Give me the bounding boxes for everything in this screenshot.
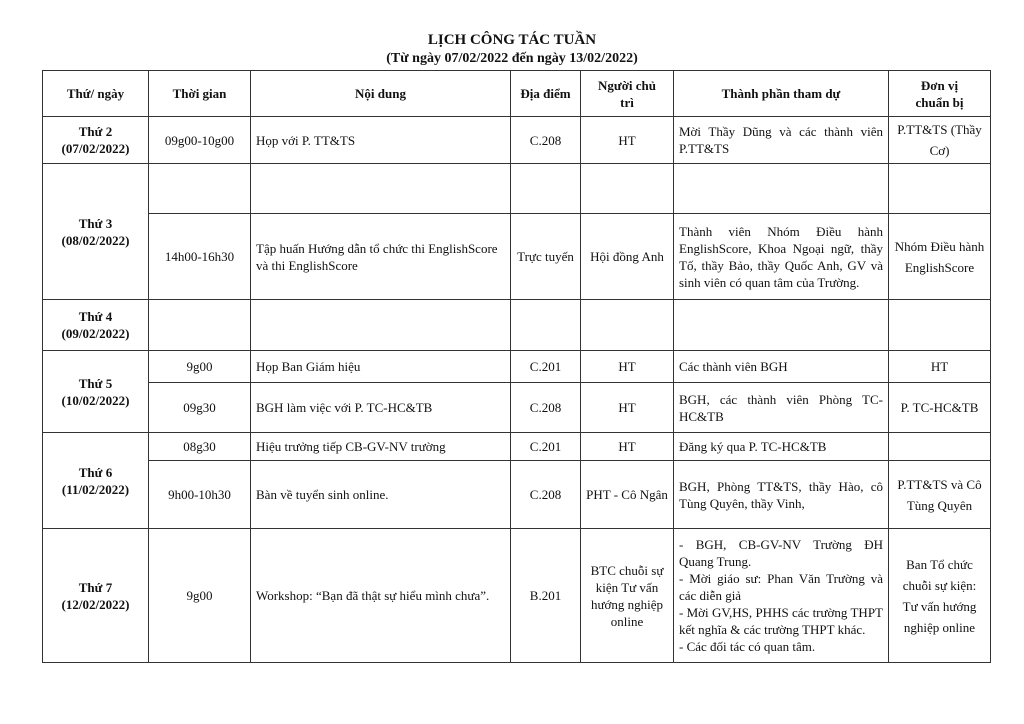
host-cell: BTC chuỗi sự kiện Tư vấn hướng nghiệp online: [581, 529, 674, 663]
host-cell: HT: [581, 117, 674, 164]
schedule-table: [42, 70, 991, 663]
table-row: [43, 383, 991, 433]
time-cell: 9h00-10h30: [149, 461, 251, 529]
day-cell: [43, 351, 149, 433]
day-name: Thứ 3: [78, 215, 113, 231]
host-cell: HT: [581, 383, 674, 433]
content-cell: [251, 164, 511, 214]
prep-cell: Nhóm Điều hành EnglishScore: [889, 214, 991, 300]
table-row: [43, 300, 991, 351]
host-cell: Hội đồng Anh: [581, 214, 674, 300]
table-row: [43, 529, 991, 663]
content-cell: [251, 300, 511, 351]
day-cell: [43, 529, 149, 663]
participant-line: - BGH, CB-GV-NV Trường ĐH Quang Trung.: [679, 537, 883, 569]
prep-cell: [889, 164, 991, 214]
location-cell: C.201: [511, 433, 581, 461]
table-row: [43, 117, 991, 164]
prep-cell: [889, 300, 991, 351]
prep-cell: HT: [889, 351, 991, 383]
day-date: (12/02/2022): [61, 596, 130, 612]
location-cell: C.208: [511, 117, 581, 164]
host-cell: HT: [581, 433, 674, 461]
time-cell: 09g00-10g00: [149, 117, 251, 164]
participants-cell: [674, 529, 889, 663]
participant-line: Mời Thầy Dũng và các thành viên P.TT&TS: [679, 124, 883, 156]
prep-cell: [889, 433, 991, 461]
prep-cell: Ban Tổ chức chuỗi sự kiện: Tư vấn hướng nghiệp online: [889, 529, 991, 663]
header-time: Thời gian: [149, 71, 251, 117]
time-cell: 08g30: [149, 433, 251, 461]
location-cell: B.201: [511, 529, 581, 663]
time-cell: 9g00: [149, 351, 251, 383]
day-name: Thứ 5: [78, 375, 113, 391]
host-cell: [581, 300, 674, 351]
participant-line: Các thành viên BGH: [679, 359, 788, 374]
location-cell: Trực tuyến: [511, 214, 581, 300]
participant-line: - Các đối tác có quan tâm.: [679, 639, 816, 654]
day-date: (08/02/2022): [61, 232, 130, 248]
day-name: Thứ 4: [78, 309, 113, 324]
header-content: Nội dung: [251, 71, 511, 117]
time-cell: 09g30: [149, 383, 251, 433]
day-cell: [43, 300, 149, 351]
participants-cell: [674, 351, 889, 383]
time-cell: [149, 300, 251, 351]
participant-line: BGH, các thành viên Phòng TC-HC&TB: [679, 391, 883, 424]
header-row: [43, 71, 991, 117]
table-row: [43, 164, 991, 214]
day-name: Thứ 6: [78, 464, 113, 480]
day-date: (07/02/2022): [61, 141, 130, 156]
table-row: [43, 351, 991, 383]
header-participants: Thành phần tham dự: [674, 71, 889, 117]
prep-cell: P.TT&TS (Thầy Cơ): [889, 117, 991, 164]
participant-line: - Mời giáo sư: Phan Văn Trường và các diễn giả: [679, 571, 883, 603]
time-cell: 9g00: [149, 529, 251, 663]
day-cell: [43, 117, 149, 164]
header-location: Địa điểm: [511, 71, 581, 117]
content-cell: Họp Ban Giám hiệu: [251, 351, 511, 383]
participant-line: - Mời GV,HS, PHHS các trường THPT kết nghĩa & các trường THPT khác.: [679, 605, 883, 637]
time-cell: 14h00-16h30: [149, 214, 251, 300]
location-cell: C.208: [511, 383, 581, 433]
location-cell: [511, 300, 581, 351]
time-cell: [149, 164, 251, 214]
header-day: Thứ/ ngày: [43, 71, 149, 117]
table-row: [43, 433, 991, 461]
day-cell: [43, 164, 149, 300]
header-host: Người chủ trì: [581, 71, 674, 117]
day-name: Thứ 7: [78, 579, 113, 595]
day-name: Thứ 2: [78, 124, 113, 139]
host-cell: HT: [581, 351, 674, 383]
content-cell: BGH làm việc với P. TC-HC&TB: [251, 383, 511, 433]
table-row: [43, 461, 991, 529]
prep-cell: P. TC-HC&TB: [889, 383, 991, 433]
participants-cell: [674, 164, 889, 214]
content-cell: Workshop: “Bạn đã thật sự hiểu mình chưa”.: [251, 529, 511, 663]
header-prep: Đơn vị chuẩn bị: [889, 71, 991, 117]
participants-cell: [674, 461, 889, 529]
participants-cell: [674, 117, 889, 164]
content-cell: Bàn về tuyển sinh online.: [251, 461, 511, 529]
participants-cell: [674, 433, 889, 461]
day-date: (10/02/2022): [61, 392, 130, 408]
location-cell: C.208: [511, 461, 581, 529]
participant-line: Thành viên Nhóm Điều hành EnglishScore, Khoa Ngoại ngữ, thầy Tố, thầy Bảo, thầy Quốc Anh, GV và sinh viên có quan tâm của Trường.: [679, 223, 883, 290]
host-cell: [581, 164, 674, 214]
location-cell: C.201: [511, 351, 581, 383]
table-row: [43, 214, 991, 300]
participant-line: Đăng ký qua P. TC-HC&TB: [679, 439, 827, 454]
document-title: LỊCH CÔNG TÁC TUẦN: [427, 32, 597, 48]
content-cell: Tập huấn Hướng dẫn tổ chức thi EnglishScore và thi EnglishScore: [251, 214, 511, 300]
participant-line: BGH, Phòng TT&TS, thầy Hào, cô Tùng Quyên, thầy Vinh,: [679, 478, 883, 511]
content-cell: Họp với P. TT&TS: [251, 117, 511, 164]
prep-cell: P.TT&TS và Cô Tùng Quyên: [889, 461, 991, 529]
day-cell: [43, 433, 149, 529]
location-cell: [511, 164, 581, 214]
participants-cell: [674, 214, 889, 300]
document-subtitle: (Từ ngày 07/02/2022 đến ngày 13/02/2022): [386, 51, 638, 66]
participants-cell: [674, 300, 889, 351]
schedule-body: [43, 117, 991, 663]
day-date: (11/02/2022): [61, 481, 130, 497]
day-date: (09/02/2022): [61, 326, 130, 341]
host-cell: PHT - Cô Ngân: [581, 461, 674, 529]
content-cell: Hiệu trưởng tiếp CB-GV-NV trường: [251, 433, 511, 461]
participants-cell: [674, 383, 889, 433]
